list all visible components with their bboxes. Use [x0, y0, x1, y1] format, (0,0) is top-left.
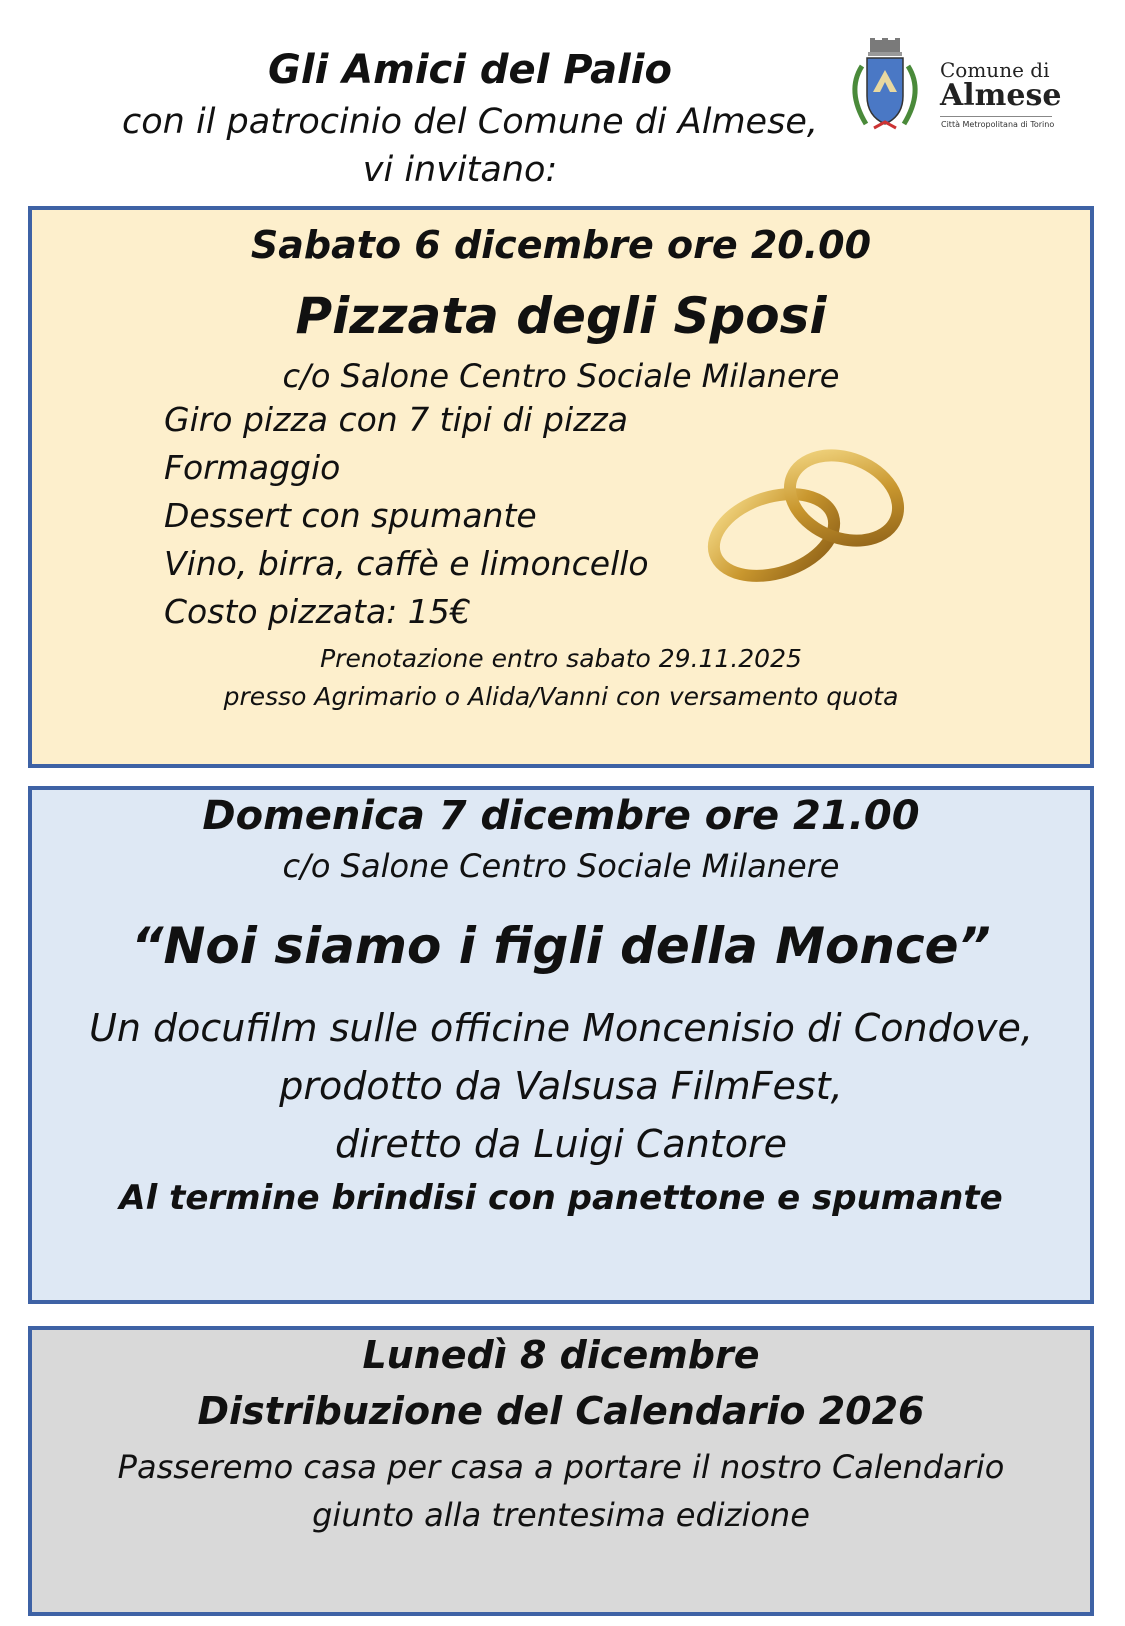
logo-line1: Comune di	[940, 58, 1050, 82]
event2-venue: c/o Salone Centro Sociale Milanere	[282, 847, 840, 885]
header-title: Gli Amici del Palio	[268, 47, 672, 93]
event3-desc-line2: giunto alla trentesima edizione	[312, 1496, 810, 1534]
event1-booking-deadline: Prenotazione entro sabato 29.11.2025	[320, 644, 802, 673]
event-docufilm-box	[28, 786, 1094, 1304]
coat-of-arms-icon	[840, 36, 930, 140]
event1-booking-place: presso Agrimario o Alida/Vanni con versamento quota	[223, 682, 899, 711]
event2-closing: Al termine brindisi con panettone e spumante	[119, 1178, 1003, 1218]
logo-line2: Almese	[940, 78, 1062, 113]
event2-date: Domenica 7 dicembre ore 21.00	[202, 793, 920, 839]
event-pizzata-box	[28, 206, 1094, 768]
event1-date: Sabato 6 dicembre ore 20.00	[250, 223, 872, 267]
event1-item: Vino, birra, caffè e limoncello	[164, 544, 649, 583]
header-subtitle: con il patrocinio del Comune di Almese,	[122, 102, 818, 142]
event3-date: Lunedì 8 dicembre	[362, 1333, 760, 1377]
wedding-rings-icon	[704, 440, 924, 590]
event1-item: Giro pizza con 7 tipi di pizza	[164, 400, 628, 439]
event-calendario-box	[28, 1326, 1094, 1616]
event1-venue: c/o Salone Centro Sociale Milanere	[282, 357, 840, 395]
logo-divider	[940, 116, 1052, 117]
event1-title: Pizzata degli Sposi	[295, 287, 827, 345]
event2-desc-line3: diretto da Luigi Cantore	[335, 1122, 787, 1166]
event2-title: “Noi siamo i figli della Monce”	[131, 917, 991, 975]
event3-title: Distribuzione del Calendario 2026	[197, 1389, 925, 1433]
event3-desc-line1: Passeremo casa per casa a portare il nostro Calendario	[117, 1448, 1005, 1486]
event2-desc-line1: Un docufilm sulle officine Moncenisio di Condove,	[89, 1006, 1033, 1050]
header-invite: vi invitano:	[362, 150, 558, 190]
event1-item: Formaggio	[164, 448, 341, 487]
event2-desc-line2: prodotto da Valsusa FilmFest,	[279, 1064, 843, 1108]
event1-item: Dessert con spumante	[164, 496, 537, 535]
event1-price: Costo pizzata: 15€	[164, 592, 471, 631]
logo-line3: Città Metropolitana di Torino	[941, 120, 1055, 129]
comune-logo	[840, 36, 1080, 146]
